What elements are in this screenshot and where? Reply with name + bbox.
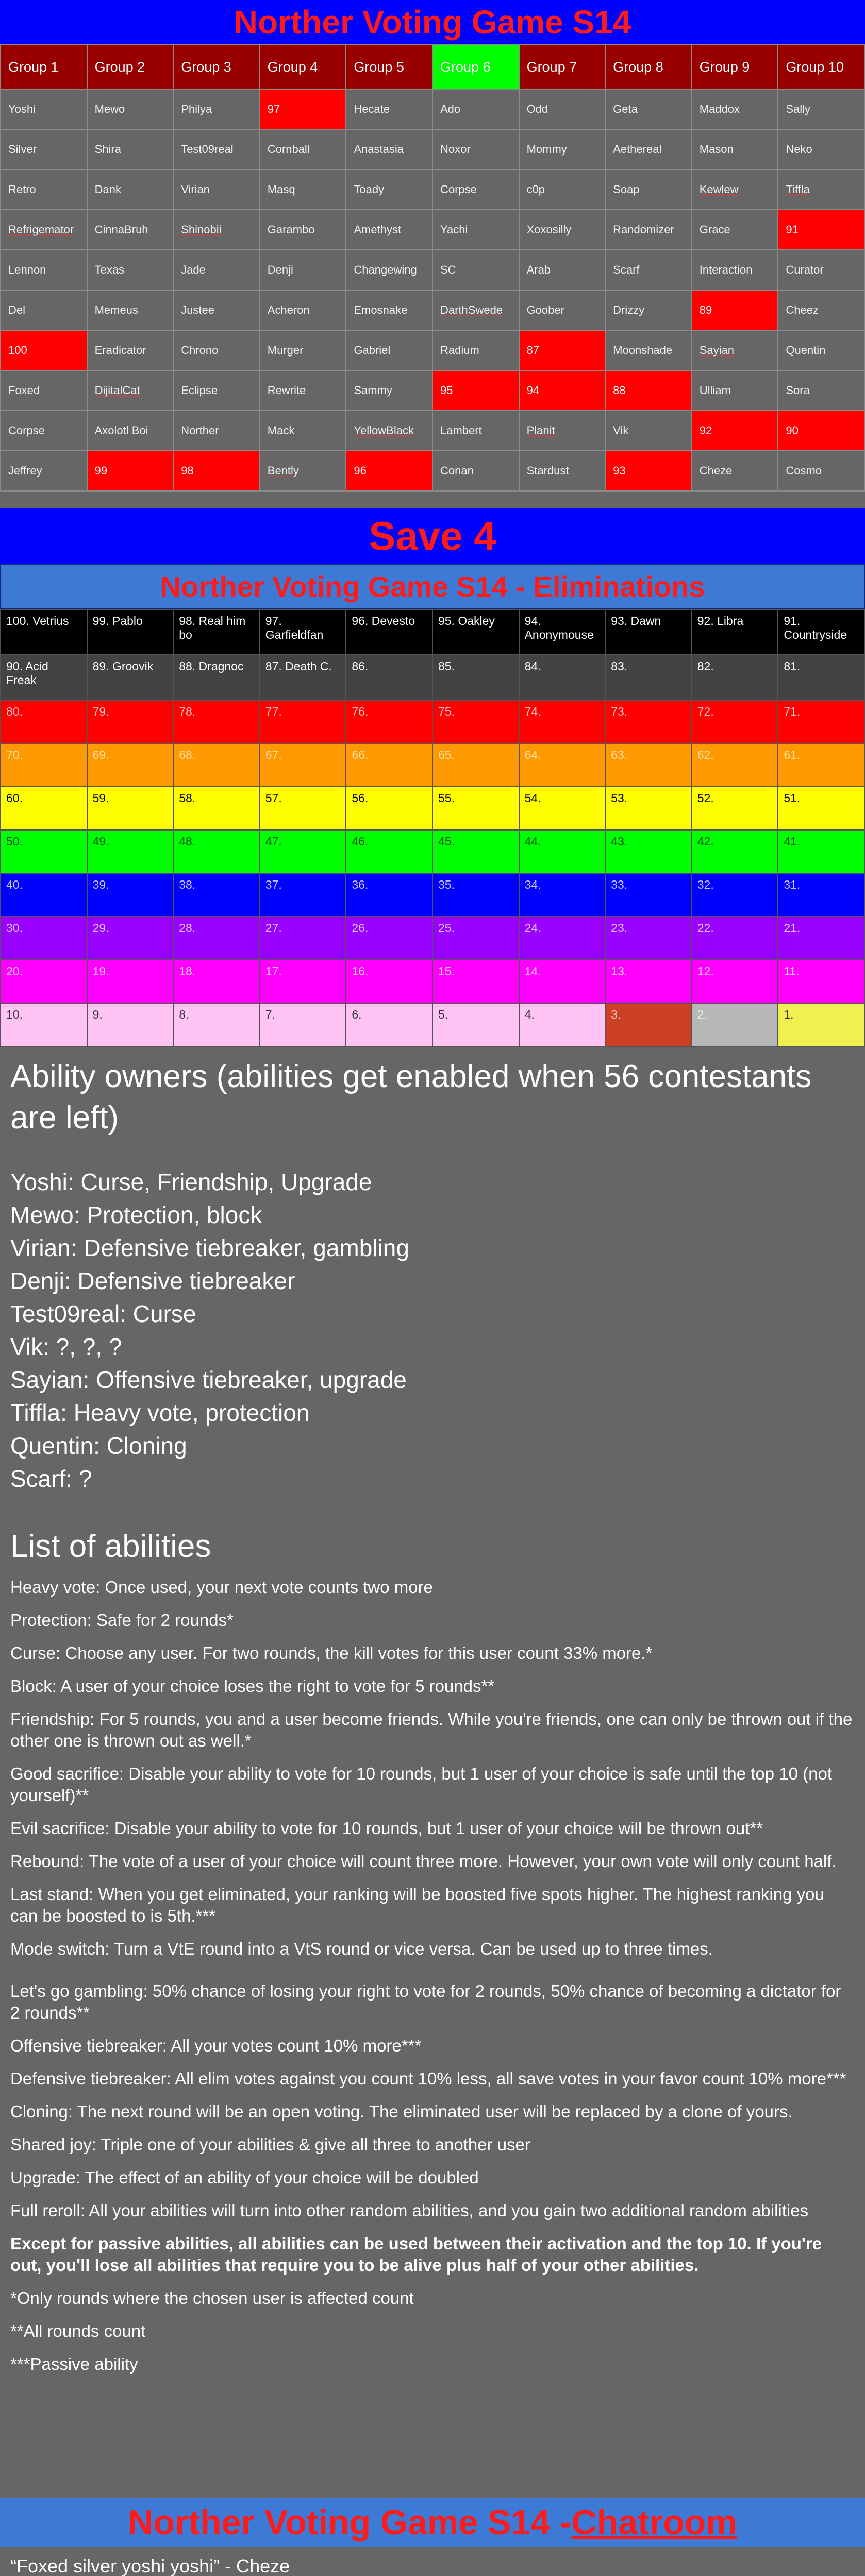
group-cell: Axolotl Boi [87, 411, 174, 451]
ability-item: Curse: Choose any user. For two rounds, the kill votes for this user count 33% more.* [10, 1643, 653, 1663]
elimination-cell: 59. [87, 787, 174, 830]
elimination-cell: 74. [519, 700, 606, 743]
ability-owner-item: Denji: Defensive tiebreaker [10, 1267, 295, 1294]
group-cell: Corpse [1, 411, 87, 451]
elimination-cell: 41. [778, 830, 864, 873]
elimination-cell: 60. [1, 787, 87, 830]
eliminations-table [0, 609, 865, 1047]
elimination-cell: 91. Countryside [778, 609, 864, 655]
elimination-cell: 58. [173, 787, 260, 830]
ability-owner-item: Test09real: Curse [10, 1300, 196, 1327]
group-cell [87, 370, 174, 411]
elimination-row [1, 960, 864, 1003]
group-cell: Foxed [1, 370, 87, 411]
elimination-cell: 28. [173, 917, 260, 960]
elimination-cell: 97. Garfieldfan [260, 609, 346, 655]
elimination-cell: 47. [260, 830, 346, 873]
group-cell: Quentin [778, 330, 864, 370]
group-cell: Corpse [432, 170, 519, 210]
group-cell: Shira [87, 129, 174, 170]
group-cell: Yoshi [1, 89, 87, 129]
elimination-cell: 38. [173, 873, 260, 917]
elimination-cell: 67. [260, 743, 346, 787]
group-cell: SC [432, 250, 519, 290]
group-cell: Del [1, 290, 87, 330]
elimination-cell: 15. [432, 960, 519, 1003]
ability-item: Cloning: The next round will be an open voting. The eliminated user will be replaced by a clone of yours. [10, 2102, 793, 2121]
group-cell: Norther [173, 411, 260, 451]
group-cell: Texas [87, 250, 174, 290]
ability-owner-item: Mewo: Protection, block [10, 1201, 262, 1228]
group-cell [260, 451, 346, 491]
ability-owner-item: Quentin: Cloning [10, 1432, 187, 1459]
group-cell: 98 [173, 451, 260, 491]
elimination-cell: 11. [778, 960, 864, 1003]
elimination-cell: 54. [519, 787, 606, 830]
chatroom-title-word: Chatroom [571, 2503, 737, 2542]
contestant-name: Planit [526, 424, 555, 437]
elimination-cell: 92. Libra [692, 609, 778, 655]
group-header: Group 3 [173, 45, 260, 89]
group-cell [778, 170, 864, 210]
group-cell: Gabriel [346, 330, 432, 370]
group-header: Group 10 [778, 45, 864, 89]
group-cell: 89 [692, 290, 778, 330]
group-cell: Mason [692, 129, 778, 170]
elimination-cell: 10. [1, 1003, 87, 1046]
elimination-cell: 84. [519, 655, 606, 700]
group-cell: Lambert [432, 411, 519, 451]
eliminations-title: Norther Voting Game S14 - Eliminations [0, 564, 865, 609]
group-cell: Conan [432, 451, 519, 491]
group-header: Group 6 [432, 45, 519, 89]
groups-table [0, 44, 865, 492]
elimination-cell: 68. [173, 743, 260, 787]
elimination-cell: 93. Dawn [605, 609, 692, 655]
ability-owner-item: Vik: ?, ?, ? [10, 1333, 122, 1360]
elimination-cell: 76. [346, 700, 432, 743]
group-cell: Lennon [1, 250, 87, 290]
elimination-cell: 39. [87, 873, 174, 917]
elimination-cell: 45. [432, 830, 519, 873]
elimination-cell: 29. [87, 917, 174, 960]
elimination-cell: 32. [692, 873, 778, 917]
group-row [1, 210, 864, 250]
group-row [1, 89, 864, 129]
group-cell: Vik [605, 411, 692, 451]
group-cell: Soap [605, 170, 692, 210]
group-cell: Ulliam [692, 370, 778, 411]
elimination-cell: 30. [1, 917, 87, 960]
group-cell: Garambo [260, 210, 346, 250]
group-cell: Interaction [692, 250, 778, 290]
group-cell: Memeus [87, 290, 174, 330]
group-cell: Curator [778, 250, 864, 290]
group-cell: Eradicator [87, 330, 174, 370]
elimination-row [1, 655, 864, 700]
group-cell: Acheron [260, 290, 346, 330]
group-cell: Randomizer [605, 210, 692, 250]
elimination-cell: 48. [173, 830, 260, 873]
group-cell: Retro [1, 170, 87, 210]
group-cell [346, 411, 432, 451]
elimination-cell: 44. [519, 830, 606, 873]
elimination-cell: 64. [519, 743, 606, 787]
group-cell: Amethyst [346, 210, 432, 250]
ability-owners-heading: Ability owners (abilities get enabled when 56 contestants are left) [10, 1059, 812, 1136]
group-cell: Ado [432, 89, 519, 129]
elimination-cell: 85. [432, 655, 519, 700]
ability-owners-list [10, 1165, 855, 1495]
elimination-cell: 95. Oakley [432, 609, 519, 655]
group-cell [692, 170, 778, 210]
group-cell: 95 [432, 370, 519, 411]
elimination-cell: 9. [87, 1003, 174, 1046]
elimination-cell: 79. [87, 700, 174, 743]
group-cell [173, 210, 260, 250]
group-cell: Arab [519, 250, 606, 290]
elimination-row [1, 1003, 864, 1046]
group-cell: Rewrite [260, 370, 346, 411]
elimination-cell: 80. [1, 700, 87, 743]
elimination-cell: 16. [346, 960, 432, 1003]
group-cell: Hecate [346, 89, 432, 129]
group-cell: Jade [173, 250, 260, 290]
elimination-cell: 2. [692, 1003, 778, 1046]
ability-item: Shared joy: Triple one of your abilities & give all three to another user [10, 2135, 530, 2154]
group-cell: Radium [432, 330, 519, 370]
contestant-name: Refrigemator [8, 223, 74, 236]
elimination-cell: 14. [519, 960, 606, 1003]
group-cell: Silver [1, 129, 87, 170]
group-cell: Masq [260, 170, 346, 210]
contestant-name: DijitalCat [94, 384, 140, 397]
chatroom-title-prefix: Norther Voting Game S14 - [128, 2503, 572, 2542]
elimination-cell: 89. Groovik [87, 655, 174, 700]
elimination-cell: 52. [692, 787, 778, 830]
group-cell: Philya [173, 89, 260, 129]
abilities-list [10, 1577, 855, 2222]
ability-item: Defensive tiebreaker: All elim votes against you count 10% less, all save votes in your favor count 10% more*** [10, 2069, 846, 2088]
contestant-name: DarthSwede [440, 303, 503, 316]
elimination-cell: 78. [173, 700, 260, 743]
elimination-cell: 46. [346, 830, 432, 873]
elimination-cell: 98. Real him bo [173, 609, 260, 655]
abilities-rule: Except for passive abilities, all abilities can be used between their activation and the top 10. If you're out, you'll lose all abilities that require you to be alive plus half of your other abilities. [10, 2234, 822, 2275]
group-row [1, 170, 864, 210]
elimination-cell: 36. [346, 873, 432, 917]
elimination-cell: 23. [605, 917, 692, 960]
elimination-cell: 40. [1, 873, 87, 917]
ability-item: Offensive tiebreaker: All your votes count 10% more*** [10, 2036, 422, 2055]
group-cell [519, 411, 606, 451]
group-cell: Moonshade [605, 330, 692, 370]
ability-item: Evil sacrifice: Disable your ability to vote for 10 rounds, but 1 user of your choice will be thrown out** [10, 1819, 763, 1838]
group-cell: Geta [605, 89, 692, 129]
elimination-cell: 88. Dragnoc [173, 655, 260, 700]
group-cell: Murger [260, 330, 346, 370]
ability-footnote: **All rounds count [10, 2321, 146, 2341]
elimination-cell: 87. Death C. [260, 655, 346, 700]
elimination-cell: 86. [346, 655, 432, 700]
group-row [1, 411, 864, 451]
group-cell: Toady [346, 170, 432, 210]
group-cell: Chrono [173, 330, 260, 370]
group-cell: Sally [778, 89, 864, 129]
elimination-cell: 25. [432, 917, 519, 960]
group-cell: Eclipse [173, 370, 260, 411]
group-cell: Odd [519, 89, 606, 129]
elimination-cell: 66. [346, 743, 432, 787]
group-cell: 92 [692, 411, 778, 451]
ability-owner-item: Sayian: Offensive tiebreaker, upgrade [10, 1366, 407, 1393]
group-header: Group 7 [519, 45, 606, 89]
group-cell: 90 [778, 411, 864, 451]
ability-item: Good sacrifice: Disable your ability to vote for 10 rounds, but 1 user of your choice is safe until the top 10 (not yourself)** [10, 1764, 833, 1805]
page-title: Norther Voting Game S14 [0, 0, 865, 44]
contestant-name: Kewlew [699, 183, 739, 196]
group-cell: Cheze [692, 451, 778, 491]
elimination-row [1, 609, 864, 655]
group-row [1, 250, 864, 290]
chat-quote: “Foxed silver yoshi yoshi” - Cheze [10, 2555, 290, 2576]
group-cell: Mack [260, 411, 346, 451]
elimination-cell: 42. [692, 830, 778, 873]
ability-footnote: *Only rounds where the chosen user is affected count [10, 2289, 414, 2308]
elimination-cell: 57. [260, 787, 346, 830]
group-cell: Xoxosilly [519, 210, 606, 250]
elimination-cell: 12. [692, 960, 778, 1003]
elimination-cell: 24. [519, 917, 606, 960]
abilities-heading: List of abilities [10, 1529, 211, 1564]
elimination-cell: 17. [260, 960, 346, 1003]
elimination-cell: 34. [519, 873, 606, 917]
elimination-cell: 7. [260, 1003, 346, 1046]
group-cell: Scarf [605, 250, 692, 290]
group-cell: Grace [692, 210, 778, 250]
group-cell: Test09real [173, 129, 260, 170]
elimination-cell: 63. [605, 743, 692, 787]
elimination-cell: 21. [778, 917, 864, 960]
abilities-section [0, 1526, 865, 2386]
elimination-cell: 73. [605, 700, 692, 743]
group-cell: Changewing [346, 250, 432, 290]
group-cell: Aethereal [605, 129, 692, 170]
elimination-cell: 82. [692, 655, 778, 700]
ability-item: Upgrade: The effect of an ability of your choice will be doubled [10, 2168, 479, 2187]
group-cell: Yachi [432, 210, 519, 250]
elimination-cell: 69. [87, 743, 174, 787]
ability-owner-item: Virian: Defensive tiebreaker, gambling [10, 1234, 409, 1261]
elimination-cell: 99. Pablo [87, 609, 174, 655]
group-cell: Emosnake [346, 290, 432, 330]
group-cell: c0p [519, 170, 606, 210]
group-header: Group 1 [1, 45, 87, 89]
group-cell: 93 [605, 451, 692, 491]
ability-owner-item: Scarf: ? [10, 1465, 92, 1492]
group-cell: Neko [778, 129, 864, 170]
contestant-name: Bently [267, 464, 299, 477]
group-cell: Justee [173, 290, 260, 330]
elimination-cell: 20. [1, 960, 87, 1003]
elimination-row [1, 873, 864, 917]
group-cell: Dank [87, 170, 174, 210]
group-cell: Denji [260, 250, 346, 290]
group-cell: Mommy [519, 129, 606, 170]
contestant-name: YellowBlack [354, 424, 414, 437]
group-header: Group 4 [260, 45, 346, 89]
elimination-cell: 70. [1, 743, 87, 787]
group-header: Group 2 [87, 45, 174, 89]
ability-item: Mode switch: Turn a VtE round into a VtS round or vice versa. Can be used up to three times. [10, 1939, 713, 1958]
elimination-cell: 94. Anonymouse [519, 609, 606, 655]
elimination-cell: 35. [432, 873, 519, 917]
chatroom-section [0, 2555, 865, 2576]
abilities-notes [10, 2287, 855, 2375]
elimination-cell: 4. [519, 1003, 606, 1046]
elimination-row [1, 700, 864, 743]
elimination-cell: 72. [692, 700, 778, 743]
elimination-cell: 81. [778, 655, 864, 700]
elimination-cell: 96. Devesto [346, 609, 432, 655]
group-header: Group 5 [346, 45, 432, 89]
elimination-cell: 55. [432, 787, 519, 830]
elimination-cell: 61. [778, 743, 864, 787]
elimination-cell: 53. [605, 787, 692, 830]
elimination-cell: 31. [778, 873, 864, 917]
group-cell: 97 [260, 89, 346, 129]
chatroom-title [0, 2498, 865, 2547]
group-cell: 99 [87, 451, 174, 491]
elimination-cell: 49. [87, 830, 174, 873]
elimination-cell: 71. [778, 700, 864, 743]
group-cell [432, 290, 519, 330]
elimination-cell: 51. [778, 787, 864, 830]
contestant-name: Tiffla [786, 183, 810, 196]
group-cell: 91 [778, 210, 864, 250]
group-row [1, 290, 864, 330]
group-row [1, 370, 864, 411]
group-cell: Maddox [692, 89, 778, 129]
elimination-cell: 8. [173, 1003, 260, 1046]
group-cell: Cosmo [778, 451, 864, 491]
elimination-cell: 33. [605, 873, 692, 917]
group-cell: Drizzy [605, 290, 692, 330]
elimination-cell: 18. [173, 960, 260, 1003]
ability-owner-item: Yoshi: Curse, Friendship, Upgrade [10, 1168, 372, 1195]
group-cell: Sora [778, 370, 864, 411]
save-banner: Save 4 [0, 508, 865, 564]
group-cell: 88 [605, 370, 692, 411]
elimination-cell: 100. Vetrius [1, 609, 87, 655]
elimination-cell: 50. [1, 830, 87, 873]
ability-item: Heavy vote: Once used, your next vote counts two more [10, 1578, 433, 1597]
group-row [1, 129, 864, 170]
elimination-cell: 6. [346, 1003, 432, 1046]
elimination-cell: 27. [260, 917, 346, 960]
ability-footnote: ***Passive ability [10, 2354, 138, 2374]
group-cell: Cheez [778, 290, 864, 330]
elimination-row [1, 743, 864, 787]
elimination-cell: 37. [260, 873, 346, 917]
ability-item: Rebound: The vote of a user of your choice will count three more. However, your own vote will only count half. [10, 1852, 837, 1871]
elimination-cell: 5. [432, 1003, 519, 1046]
ability-item: Protection: Safe for 2 rounds* [10, 1611, 234, 1630]
group-cell [1, 210, 87, 250]
ability-owner-item: Tiffla: Heavy vote, protection [10, 1399, 310, 1426]
elimination-cell: 1. [778, 1003, 864, 1046]
elimination-row [1, 787, 864, 830]
ability-item: Let's go gambling: 50% chance of losing your right to vote for 2 rounds, 50% chance of becoming a dictator for 2 rounds** [10, 1981, 841, 2022]
chat-quotes [10, 2555, 855, 2576]
group-cell: CinnaBruh [87, 210, 174, 250]
elimination-cell: 77. [260, 700, 346, 743]
group-row [1, 330, 864, 370]
elimination-cell: 90. Acid Freak [1, 655, 87, 700]
elimination-cell: 62. [692, 743, 778, 787]
groups-header-row [1, 45, 864, 89]
ability-item: Full reroll: All your abilities will turn into other random abilities, and you gain two additional random abilities [10, 2201, 809, 2220]
ability-owners-section [0, 1056, 865, 1495]
elimination-cell: 43. [605, 830, 692, 873]
group-cell: Mewo [87, 89, 174, 129]
contestant-name: Shinobii [181, 223, 222, 236]
group-cell: 100 [1, 330, 87, 370]
group-cell [692, 330, 778, 370]
elimination-cell: 56. [346, 787, 432, 830]
contestant-name: Sayian [699, 344, 735, 357]
group-cell: Jeffrey [1, 451, 87, 491]
elimination-cell: 75. [432, 700, 519, 743]
ability-item: Last stand: When you get eliminated, your ranking will be boosted five spots higher. The highest ranking you can be boosted to is 5th.*** [10, 1885, 824, 1925]
elimination-cell: 83. [605, 655, 692, 700]
group-cell: Virian [173, 170, 260, 210]
group-cell: 96 [346, 451, 432, 491]
elimination-cell: 22. [692, 917, 778, 960]
group-cell: Sammy [346, 370, 432, 411]
elimination-cell: 13. [605, 960, 692, 1003]
group-cell: Stardust [519, 451, 606, 491]
group-cell: Noxor [432, 129, 519, 170]
group-cell: 87 [519, 330, 606, 370]
group-header: Group 9 [692, 45, 778, 89]
group-row [1, 451, 864, 491]
elimination-cell: 3. [605, 1003, 692, 1046]
elimination-cell: 65. [432, 743, 519, 787]
group-cell: 94 [519, 370, 606, 411]
group-header: Group 8 [605, 45, 692, 89]
group-cell: Anastasia [346, 129, 432, 170]
group-cell: Goober [519, 290, 606, 330]
ability-item: Friendship: For 5 rounds, you and a user become friends. While you're friends, one can only be thrown out if the other one is thrown out as well.* [10, 1709, 853, 1750]
elimination-row [1, 917, 864, 960]
elimination-cell: 26. [346, 917, 432, 960]
elimination-row [1, 830, 864, 873]
elimination-cell: 19. [87, 960, 174, 1003]
group-cell: Cornball [260, 129, 346, 170]
ability-item: Block: A user of your choice loses the right to vote for 5 rounds** [10, 1676, 495, 1696]
